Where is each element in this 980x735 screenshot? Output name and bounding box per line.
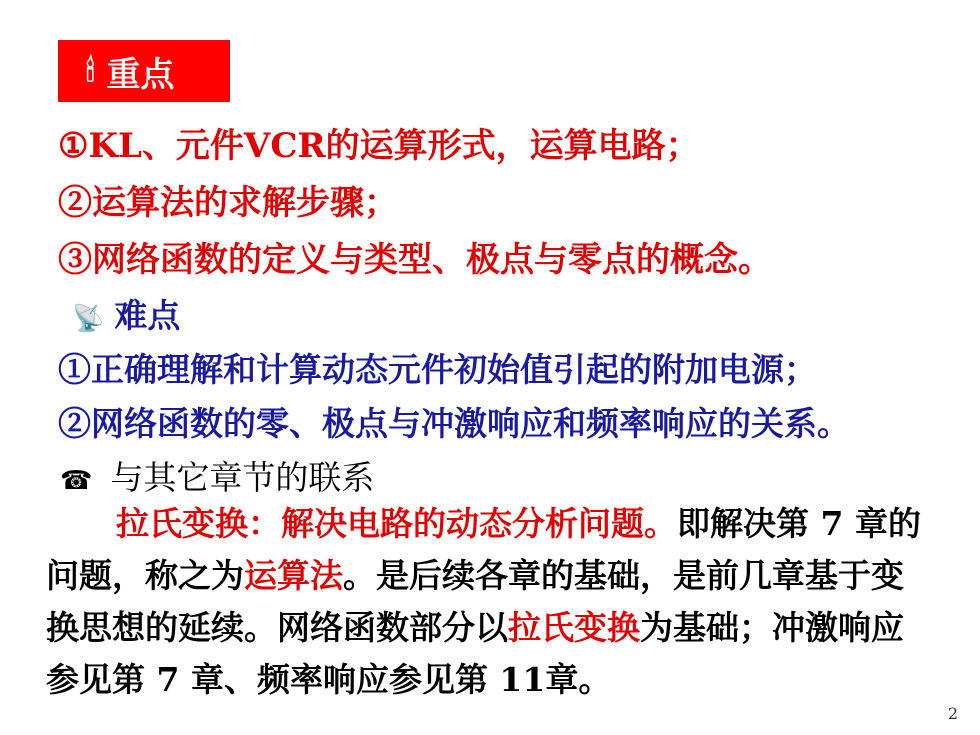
- key-point-item-3: ③网络函数的定义与类型、极点与零点的概念。: [58, 240, 772, 280]
- paragraph-red-1: 拉氏变换：解决电路的动态分析问题。: [116, 504, 677, 543]
- page-number: 2: [947, 704, 958, 723]
- difficulty-item-2: ②网络函数的零、极点与冲激响应和频率响应的关系。: [58, 404, 850, 443]
- paragraph-black-3: 为基础；冲激响应参见第 7 章、频率响应参见第 11章。: [46, 608, 904, 699]
- antenna-icon: 📡: [72, 304, 105, 334]
- relation-heading: 与其它章节的联系: [110, 458, 375, 497]
- key-point-item-1: ①KL、元件VCR的运算形式，运算电路；: [58, 126, 700, 166]
- telephone-icon: ☎: [60, 466, 93, 496]
- paragraph-black-2: 。是后续各章的基础，是前几章基于变换思想的延续。网络函数部分以: [46, 556, 904, 647]
- relation-header: [60, 452, 374, 499]
- key-point-item-2: ②运算法的求解步骤；: [58, 183, 398, 223]
- paragraph-black-1: 即解决第 7 章的问题，称之为: [46, 504, 921, 595]
- candle-icon: 🕯: [86, 53, 95, 89]
- difficulties-header: [72, 290, 180, 337]
- relation-paragraph: [46, 498, 926, 706]
- paragraph-red-3: 拉氏变换: [508, 608, 640, 647]
- key-points-heading: 重点: [106, 54, 175, 95]
- difficulty-item-1: ①正确理解和计算动态元件初始值引起的附加电源；: [58, 350, 817, 389]
- key-points-heading-box: [58, 40, 230, 102]
- difficulties-heading: 难点: [114, 296, 181, 335]
- paragraph-red-2: 运算法: [244, 556, 343, 595]
